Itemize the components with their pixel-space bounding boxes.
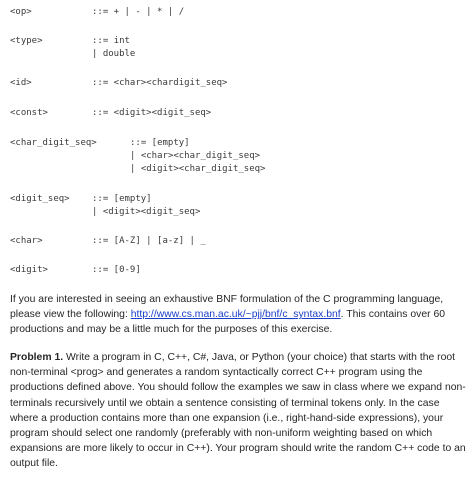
production-rhs-digit-seq-1: ::= [empty] bbox=[92, 194, 152, 204]
production-rhs-type-1: ::= int bbox=[92, 36, 130, 46]
production-rhs-digit: ::= [0-9] bbox=[92, 265, 141, 275]
problem-text: Write a program in C, C++, C#, Java, or Python (your choice) that starts with the root non-terminal <prog> and generates a random syntactically correct C++ program using the productions defined above. You should follow the examples we saw in class where we expand non-terminals recursively until we obtain a sentence consisting of terminal tokens only. In the case where a production contains more than one expansion (i.e., right-hand-side expressions), your program should select one randomly (preferably with non-uniform weighting based on which expansions are more likely to occur in C++). Your program should write the random C++ code to an output file. bbox=[10, 352, 466, 470]
production-rhs-char-digit-seq-1: ::= [empty] bbox=[130, 138, 190, 148]
production-lhs-char: <char> bbox=[10, 236, 43, 246]
production-lhs-op: <op> bbox=[10, 7, 32, 17]
production-rhs-type-2: | double bbox=[92, 49, 136, 59]
intro-text-before-link: If you are interested in seeing an exhaustive BNF formulation of the C programming language, please view the following: bbox=[10, 294, 444, 321]
production-lhs-digit-seq: <digit_seq> bbox=[10, 194, 70, 204]
problem-label: Problem 1. bbox=[10, 352, 64, 363]
production-rhs-char-digit-seq-3: | <digit><char_digit_seq> bbox=[130, 164, 266, 174]
problem-paragraph bbox=[10, 350, 468, 472]
bnf-reference-link[interactable]: http://www.cs.man.ac.uk/~pjj/bnf/c_syntax.bnf bbox=[130, 309, 341, 321]
production-lhs-char-digit-seq: <char_digit_seq> bbox=[10, 138, 97, 148]
intro-text-after-link: . This contains over 60 productions and may be a little much for the purposes of this exercise. bbox=[10, 309, 446, 336]
production-lhs-const: <const> bbox=[10, 108, 48, 118]
production-lhs-digit: <digit> bbox=[10, 265, 48, 275]
production-lhs-id: <id> bbox=[10, 78, 32, 88]
production-rhs-id: ::= <char><chardigit_seq> bbox=[92, 78, 228, 88]
production-rhs-char: ::= [A-Z] | [a-z] | _ bbox=[92, 236, 206, 246]
production-rhs-op: ::= + | - | * | / bbox=[92, 7, 185, 17]
intro-paragraph bbox=[10, 292, 468, 338]
production-lhs-type: <type> bbox=[10, 36, 43, 46]
production-rhs-const: ::= <digit><digit_seq> bbox=[92, 108, 212, 118]
production-rhs-char-digit-seq-2: | <char><char_digit_seq> bbox=[130, 151, 261, 161]
production-rhs-digit-seq-2: | <digit><digit_seq> bbox=[92, 207, 201, 217]
